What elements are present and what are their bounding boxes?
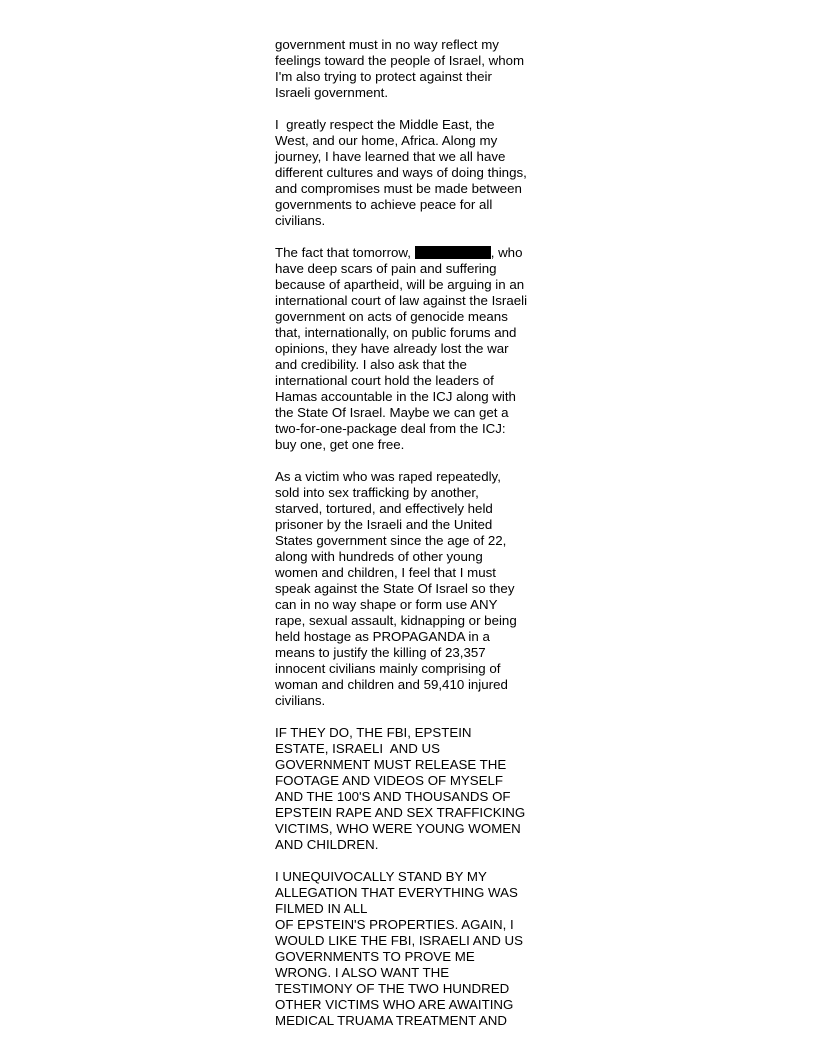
text-line: West, and our home, Africa. Along my: [275, 133, 498, 148]
text-line: IF THEY DO, THE FBI, EPSTEIN: [275, 725, 472, 740]
text-line: governments to achieve peace for all: [275, 197, 493, 212]
text-column: [275, 37, 547, 1045]
text-line: journey, I have learned that we all have: [275, 149, 506, 164]
text-line: because of apartheid, will be arguing in an: [275, 277, 525, 292]
text-line: women and children, I feel that I must: [275, 565, 496, 580]
text-line: civilians.: [275, 213, 326, 228]
text-line: AND THE 100'S AND THOUSANDS OF: [275, 789, 511, 804]
text-line: rape, sexual assault, kidnapping or being: [275, 613, 517, 628]
text-line: speak against the State Of Israel so they: [275, 581, 515, 596]
paragraph-4: [275, 469, 547, 709]
paragraph-6: [275, 869, 547, 1029]
text-line: As a victim who was raped repeatedly,: [275, 469, 501, 484]
text-line: the State Of Israel. Maybe we can get a: [275, 405, 509, 420]
text-line: can in no way shape or form use ANY: [275, 597, 498, 612]
text-line: AND CHILDREN.: [275, 837, 379, 852]
text-line: I UNEQUIVOCALLY STAND BY MY: [275, 869, 487, 884]
text-line: that, internationally, on public forums and: [275, 325, 517, 340]
text-line: along with hundreds of other young: [275, 549, 483, 564]
text-line: government must in no way reflect my: [275, 37, 499, 52]
text-line: TESTIMONY OF THE TWO HUNDRED: [275, 981, 510, 996]
text-line: ESTATE, ISRAELI AND US: [275, 741, 441, 756]
text-line-with-redaction: [275, 245, 547, 261]
text-line: FILMED IN ALL: [275, 901, 368, 916]
text-line: I greatly respect the Middle East, the: [275, 117, 495, 132]
text-line: VICTIMS, WHO WERE YOUNG WOMEN: [275, 821, 521, 836]
text-line: WOULD LIKE THE FBI, ISRAELI AND US: [275, 933, 524, 948]
text-line: feelings toward the people of Israel, whom: [275, 53, 525, 68]
text-line: civilians.: [275, 693, 326, 708]
text-line: innocent civilians mainly comprising of: [275, 661, 501, 676]
text-line: have deep scars of pain and suffering: [275, 261, 497, 276]
text-line: buy one, get one free.: [275, 437, 405, 452]
text-line: Israeli government.: [275, 85, 389, 100]
text-line: two-for-one-package deal from the ICJ:: [275, 421, 506, 436]
text-line: I'm also trying to protect against their: [275, 69, 492, 84]
text-line: ALLEGATION THAT EVERYTHING WAS: [275, 885, 518, 900]
text-line: OTHER VICTIMS WHO ARE AWAITING: [275, 997, 514, 1012]
paragraph-1: [275, 37, 547, 101]
text-line: WRONG. I ALSO WANT THE: [275, 965, 450, 980]
paragraph-2: [275, 117, 547, 229]
text-line: sold into sex trafficking by another,: [275, 485, 479, 500]
text-line: means to justify the killing of 23,357: [275, 645, 486, 660]
text-line: FOOTAGE AND VIDEOS OF MYSELF: [275, 773, 504, 788]
text-line: MEDICAL TRUAMA TREATMENT AND: [275, 1013, 507, 1028]
text-fragment: , who: [490, 245, 523, 260]
text-line: Hamas accountable in the ICJ along with: [275, 389, 516, 404]
redaction-block: [415, 246, 491, 259]
text-line: government on acts of genocide means: [275, 309, 508, 324]
text-line: EPSTEIN RAPE AND SEX TRAFFICKING: [275, 805, 526, 820]
paragraph-5: [275, 725, 547, 853]
text-line: prisoner by the Israeli and the United: [275, 517, 493, 532]
text-fragment: The fact that tomorrow,: [275, 245, 415, 260]
paragraph-3: [275, 245, 547, 453]
text-line: opinions, they have already lost the war: [275, 341, 509, 356]
text-line: starved, tortured, and effectively held: [275, 501, 493, 516]
text-line: held hostage as PROPAGANDA in a: [275, 629, 490, 644]
text-line: and credibility. I also ask that the: [275, 357, 467, 372]
text-line: international court hold the leaders of: [275, 373, 494, 388]
text-line: OF EPSTEIN'S PROPERTIES. AGAIN, I: [275, 917, 514, 932]
text-line: different cultures and ways of doing things,: [275, 165, 527, 180]
text-line: States government since the age of 22,: [275, 533, 507, 548]
text-line: and compromises must be made between: [275, 181, 522, 196]
text-line: GOVERNMENTS TO PROVE ME: [275, 949, 475, 964]
text-line: GOVERNMENT MUST RELEASE THE: [275, 757, 507, 772]
text-line: woman and children and 59,410 injured: [275, 677, 508, 692]
text-line: international court of law against the Israeli: [275, 293, 528, 308]
